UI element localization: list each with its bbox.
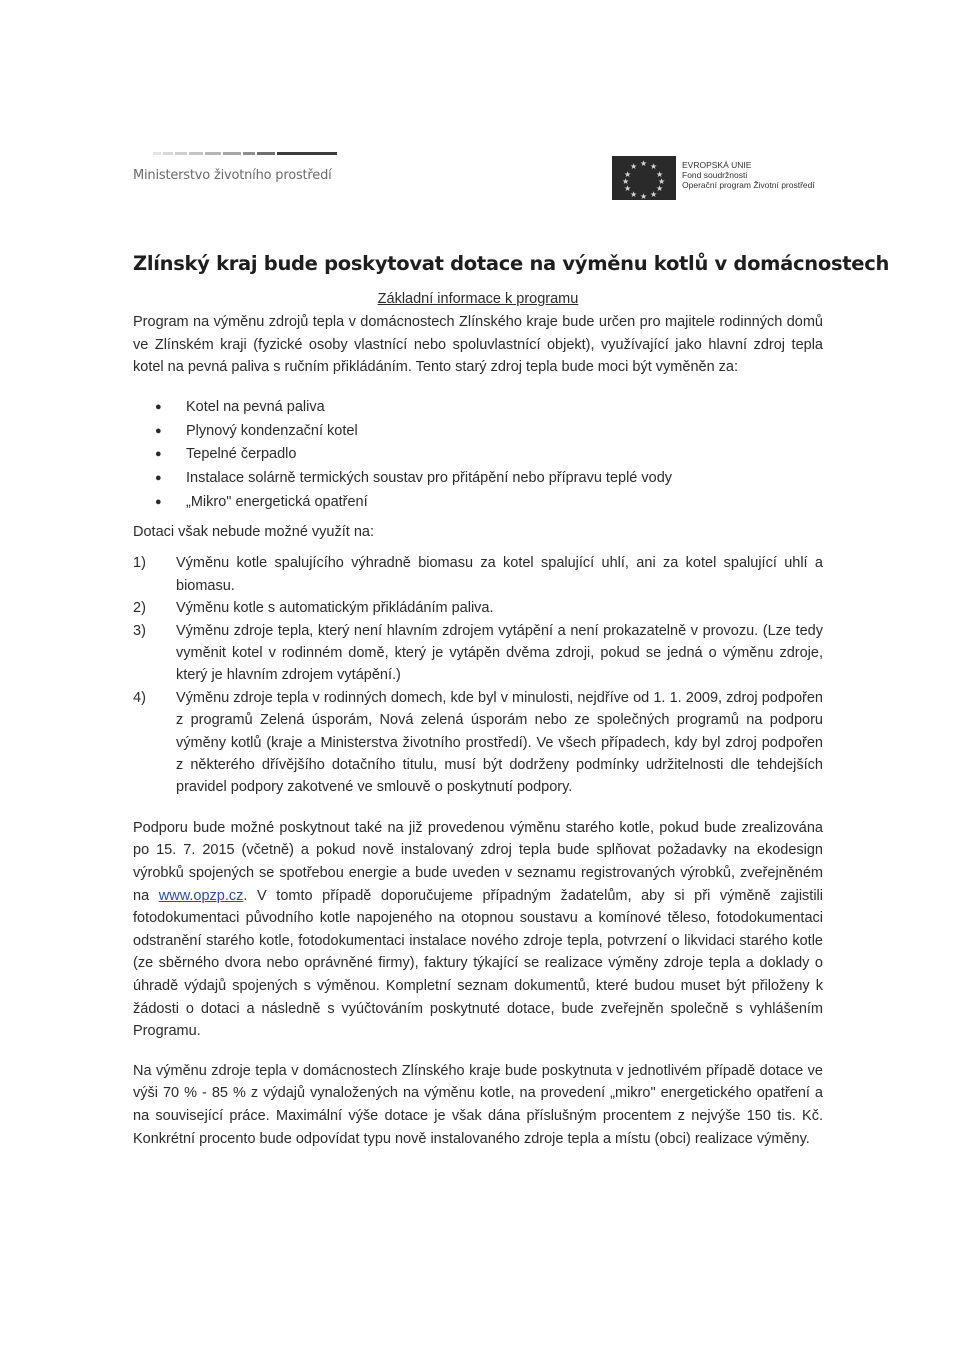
eu-text <box>682 160 815 190</box>
list-item: 2) Výměnu kotle s automatickým přikládáním paliva. <box>133 600 494 617</box>
document-body <box>133 252 890 1150</box>
list-item: ● Plynový kondenzační kotel <box>133 420 823 444</box>
list-item: ● Instalace solárně termických soustav pro přitápění nebo přípravu teplé vody <box>133 467 823 491</box>
list-item: ● Tepelné čerpadlo <box>133 443 823 467</box>
intro-paragraph: Program na výměnu zdrojů tepla v domácnostech Zlínského kraje bude určen pro majitele rodinných domů ve Zlínském kraji (fyzické osoby vlastnící nebo spoluvlastnící objekt), využívající jako hlavní zdroj tepla kotel na pevná paliva s ručním přikládáním. Tento starý zdroj tepla bude moci být vyměněn za: <box>133 314 823 376</box>
bullet-icon: ● <box>155 424 162 437</box>
ministry-logo-bar <box>133 150 338 158</box>
ministry-name: Ministerstvo životního prostředí <box>133 168 332 183</box>
eu-line-3: Operační program Životní prostředí <box>682 180 815 190</box>
document-subtitle: Základní informace k programu <box>377 291 579 307</box>
eu-flag-icon: ★ ★ ★ ★ ★ ★ ★ ★ ★ ★ ★ ★ <box>612 156 676 200</box>
page-header <box>0 150 960 200</box>
bullet-icon: ● <box>155 400 162 413</box>
not-eligible-intro: Dotaci však nebude možné využít na: <box>133 523 374 540</box>
eligible-list <box>133 396 823 515</box>
final-paragraph: Na výměnu zdroje tepla v domácnostech Zlínského kraje bude poskytnuta v jednotlivém případě dotace ve výši 70 % - 85 % z výdajů vynaložených na výměnu kotle, na provedení „mikro" energetického opatření a na související práce. Maximální výše dotace je však dána příslušným procentem z nejvýše 150 tis. Kč. Konkrétní procento bude odpovídat typu nově instalovaného zdroje tepla a místu (obci) realizace výměny. <box>133 1062 823 1147</box>
ministry-logo <box>133 150 338 183</box>
document-title: Zlínský kraj bude poskytovat dotace na výměnu kotlů v domácnostech <box>133 252 890 275</box>
bullet-icon: ● <box>155 495 162 508</box>
list-item: ● Kotel na pevná paliva <box>133 396 823 420</box>
support-paragraph: Podporu bude možné poskytnout také na již provedenou výměnu starého kotle, pokud bude zrealizována po 15. 7. 2015 (včetně) a pokud nově instalovaný zdroj tepla bude splňovat požadavky na ekodesign výrobků spojených se spotřebou energie a bude uveden v seznamu registrovaných výrobků, zveřejněném na www.opzp.cz. V tomto případě doporučujeme případným žadatelům, aby si při výměně zajistili fotodokumentaci původního kotle napojeného na otopnou soustavu a komínové těleso, fotodokumentaci odstranění starého kotle, fotodokumentaci instalace nového zdroje tepla, potvrzení o likvidaci starého kotle (ze sběrného dvora nebo oprávněné firmy), faktury týkající se realizace výměny zdroje tepla a doklady o úhradě výdajů spojených s výměnou. Kompletní seznam dokumentů, které budou muset být přiloženy k žádosti o dotaci a následně s vyúčtováním poskytnuté dotace, bude zveřejněn společně s vyhlášením Programu. <box>133 819 823 1040</box>
list-item: 1) Výměnu kotle spalujícího výhradně biomasu za kotel spalující uhlí, ani za kotel spalující uhlí a biomasu. <box>133 555 823 594</box>
opzp-link[interactable]: www.opzp.cz <box>158 887 244 904</box>
bullet-icon: ● <box>155 472 162 485</box>
eu-logo <box>612 156 815 200</box>
list-item: ● „Mikro" energetická opatření <box>133 491 823 515</box>
list-item: 3) Výměnu zdroje tepla, který není hlavním zdrojem vytápění a není prokazatelně v provozu. (Lze tedy vyměnit kotel v rodinném domě, který je vytápěn dvěma zdroji, pokud se jedná o výměnu zdroje, který je hlavním zdrojem vytápění.) <box>133 622 823 684</box>
eu-line-1: EVROPSKÁ UNIE <box>682 160 752 170</box>
bullet-icon: ● <box>155 448 162 461</box>
eu-line-2: Fond soudržnosti <box>682 170 748 180</box>
list-item: 4) Výměnu zdroje tepla v rodinných domech, kde byl v minulosti, nejdříve od 1. 1. 2009, zdroj podpořen z programů Zelená úsporám, Nová zelená úsporám nebo ze společných programů na podporu výměny kotlů (kraje a Ministerstva životního prostředí). Ve všech případech, kdy byl zdroj podpořen z některého dřívějšího dotačního titulu, musí být dodrženy podmínky udržitelnosti dle tehdejších pravidel podpory zakotvené ve smlouvě o poskytnutí podpory. <box>133 689 823 796</box>
not-eligible-list <box>133 552 823 798</box>
